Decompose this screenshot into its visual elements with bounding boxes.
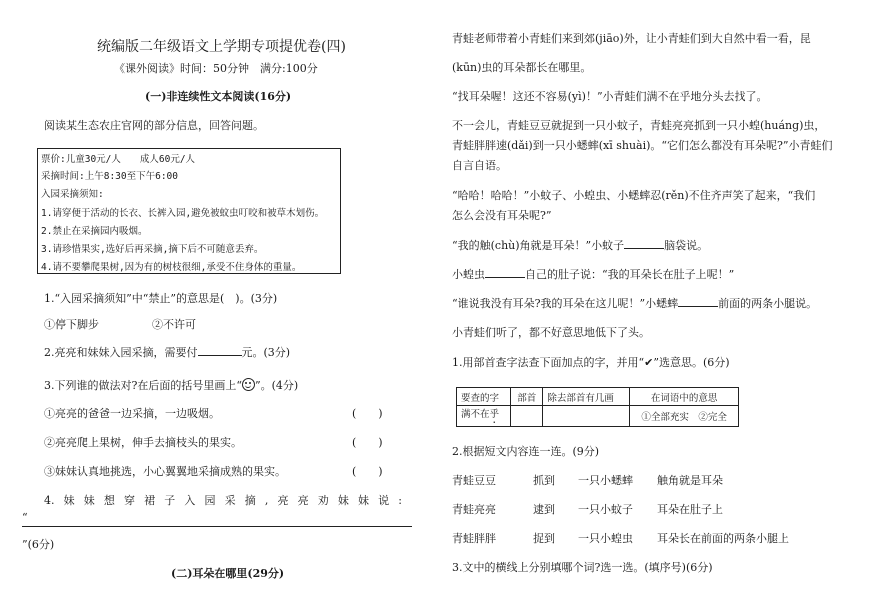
story-text: “谁说我没有耳朵?我的耳朵在这儿呢！”小蟋蟀 [452,297,679,310]
question-3 [44,378,298,393]
match-item-right[interactable]: 耳朵长在前面的两条小腿上 [657,532,789,545]
paper-subtitle: 《课外阅读》时间：50分钟 满分:100分 [114,62,318,75]
q3-answer-paren[interactable]: ( ) [352,407,383,420]
q2-text-end: 元。(3分) [241,346,291,359]
radical-lookup-table [456,387,739,427]
q3-option: ②亮亮爬上果树，伸手去摘枝头的果实。 [44,436,242,449]
story-paragraph: “哈哈！哈哈！”小蚊子、小蝗虫、小蟋蟀忍(rěn)不住齐声笑了起来，“我们 [452,189,816,202]
q1-option-2: ②不许可 [152,318,196,331]
q3-text-end: ”。(4分) [255,379,299,392]
story-paragraph [452,297,817,311]
table-row [457,406,739,427]
table-header: 在词语中的意思 [630,388,739,406]
reading-intro: 阅读某生态农庄官网的部分信息，回答问题。 [44,119,264,132]
match-item-verb[interactable]: 抓到 [533,474,555,487]
notice-price: 票价:儿童30元/人 成人60元/人 [41,154,196,165]
notice-rule: 3.请珍惜果实,选好后再采摘,摘下后不可随意丢弃。 [41,244,264,255]
q3-option: ①亮亮的爸爸一边采摘，一边吸烟。 [44,407,220,420]
notice-rule: 4.请不要攀爬果树,因为有的树枝很细,承受不住身体的重量。 [41,262,302,273]
q4-close: ”(6分) [22,538,55,551]
table-word-dotted: 乎 [489,409,500,420]
story-paragraph: 自言自语。 [452,159,507,172]
q3-option: ③妹妹认真地挑选，小心翼翼地采摘成熟的果实。 [44,465,286,478]
smiley-face-icon [242,378,255,391]
q4-answer-line[interactable] [22,526,412,527]
stroke-count-answer-cell[interactable] [543,406,630,427]
q-r1-text: 1.用部首查字法查下面加点的字，并用“ [452,356,645,369]
story-text: 自己的肚子说：“我的耳朵长在肚子上呢！” [525,268,735,281]
q3-text: 3.下列谁的做法对?在后面的括号里画上“ [44,379,243,392]
q4-char: 说 [378,494,390,507]
story-paragraph: (kūn)虫的耳朵都长在哪里。 [452,61,592,74]
match-item-left[interactable]: 青蛙胖胖 [452,532,496,545]
q2-answer-blank[interactable] [198,355,242,356]
q4-char: 妹 [83,494,95,507]
section-heading-1: (一)非连续性文本阅读(16分) [145,90,292,103]
match-item-object[interactable]: 一只小蟋蟀 [578,474,633,487]
match-item-right[interactable]: 触角就是耳朵 [657,474,723,487]
check-mark-icon: ✔ [644,356,654,369]
table-header: 部首 [511,388,543,406]
question-4 [44,494,402,508]
q1-option-1: ①停下脚步 [44,318,99,331]
q4-char: 劝 [317,494,329,507]
q4-char: , [264,494,269,507]
q-r1-text-end: ”选意思。(6分) [653,356,730,369]
story-paragraph: “找耳朵喔！这还不容易(yì)！”小青蛙们满不在乎地分头去找了。 [452,90,768,103]
table-word-cell [457,406,511,427]
match-item-right[interactable]: 耳朵在肚子上 [657,503,723,516]
question-2 [44,346,290,360]
radical-answer-cell[interactable] [511,406,543,427]
question-r3: 3.文中的横线上分别填哪个词?选一选。(填序号)(6分) [452,561,713,574]
story-paragraph: 不一会儿，青蛙豆豆就捉到一只小蚊子，青蛙亮亮抓到一只小蝗(huáng)虫， [452,119,826,132]
notice-rule: 2.禁止在采摘园内吸烟。 [41,226,148,237]
table-header: 要查的字 [457,388,511,406]
story-text: “我的触(chù)角就是耳朵！”小蚊子 [452,239,625,252]
section-heading-2: (二)耳朵在哪里(29分) [171,567,285,580]
q4-char: 园 [204,494,216,507]
story-paragraph [452,268,734,282]
paper-title: 统编版二年级语文上学期专项提优卷(四) [97,39,346,55]
q4-char: 子 [164,494,176,507]
story-text: 脑袋说。 [664,239,709,252]
q4-char: 妹 [63,494,75,507]
q4-char: 入 [184,494,196,507]
match-item-object[interactable]: 一只小蝗虫 [578,532,633,545]
q4-char: : [398,494,402,507]
q3-answer-paren[interactable]: ( ) [352,465,383,478]
story-paragraph: 小青蛙们听了，都不好意思地低下了头。 [452,326,650,339]
meaning-option[interactable]: ②完全 [698,412,727,423]
q4-char: 亮 [297,494,309,507]
q4-char: 妹 [358,494,369,507]
table-header: 除去部首有几画 [543,388,630,406]
story-text: 前面的两条小腿说。 [718,297,818,310]
notice-hours: 采摘时间:上午8:30至下午6:00 [41,171,178,182]
q4-char: 妹 [337,494,349,507]
match-item-object[interactable]: 一只小蚊子 [578,503,633,516]
q4-char: 穿 [124,494,135,507]
q4-char: 4. [44,494,55,507]
story-paragraph: 青蛙胖胖速(dǎi)到一只小蟋蟀(xī shuài)。“它们怎么都没有耳朵呢?”小青蛙们 [452,139,833,152]
story-paragraph: 青蛙老师带着小青蛙们来到郊(jiāo)外，让小青蛙们到大自然中看一看，昆 [452,32,811,45]
q4-char: 摘 [244,494,256,507]
q4-char: 采 [224,494,236,507]
match-item-verb[interactable]: 逮到 [533,503,555,516]
q4-char: 想 [103,494,115,507]
notice-heading: 入园采摘须知: [41,189,104,200]
match-item-left[interactable]: 青蛙豆豆 [452,474,496,487]
story-paragraph: 怎么会没有耳朵呢?” [452,209,552,222]
match-item-verb[interactable]: 捉到 [533,532,555,545]
q4-open-quote: “ [22,511,28,524]
q4-char: 裙 [144,494,156,507]
match-item-left[interactable]: 青蛙亮亮 [452,503,496,516]
question-r2: 2.根据短文内容连一连。(9分) [452,445,600,458]
story-text: 小蝗虫 [452,268,485,281]
q4-char: 亮 [277,494,289,507]
meaning-options-cell [630,406,739,427]
notice-rule: 1.请穿便于活动的长衣、长裤入园,避免被蚊虫叮咬和被草木划伤。 [41,208,325,219]
q3-answer-paren[interactable]: ( ) [352,436,383,449]
question-1: 1.“入园采摘须知”中“禁止”的意思是( )。(3分) [44,292,278,305]
table-header-row [457,388,739,406]
fill-blank[interactable] [678,306,718,307]
fill-blank[interactable] [624,248,664,249]
fill-blank[interactable] [485,277,525,278]
meaning-option[interactable]: ①全部充实 [641,412,689,423]
story-paragraph [452,239,708,253]
table-word: 满不在 [461,409,490,420]
q2-text: 2.亮亮和妹妹入园采摘，需要付 [44,346,198,359]
question-r1 [452,356,730,370]
